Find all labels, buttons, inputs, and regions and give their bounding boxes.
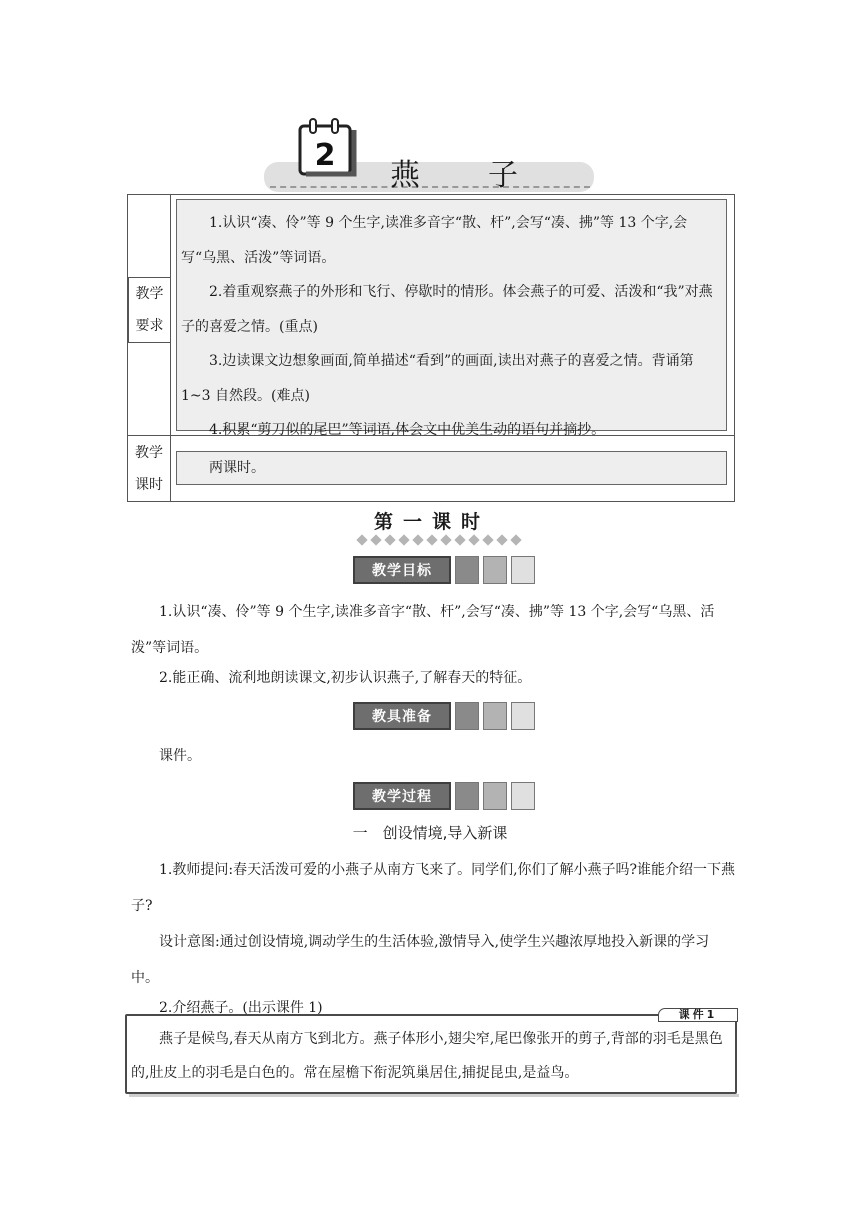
requirements-table — [127, 194, 735, 502]
requirement-item: 1.认识“凑、伶”等 9 个生字,读准多音字“散、杆”,会写“凑、拂”等 13 个字,会写“乌黑、活泼”等词语。 — [181, 215, 688, 266]
lesson-title — [390, 150, 524, 194]
hours-value: 两课时。 — [176, 451, 727, 485]
materials-text: 课件。 — [159, 748, 201, 764]
process-tag — [353, 782, 535, 810]
goals-tag — [353, 556, 535, 584]
step-title: 一 创设情境,导入新课 — [352, 824, 508, 842]
goal-item: 2.能正确、流利地朗读课文,初步认识燕子,了解春天的特征。 — [159, 670, 532, 686]
goal-item: 1.认识“凑、伶”等 9 个生字,读准多音字“散、杆”,会写“凑、拂”等 13 个字,会写“乌黑、活泼”等词语。 — [131, 604, 715, 656]
courseware-text: 燕子是候鸟,春天从南方飞到北方。燕子体形小,翅尖窄,尾巴像张开的剪子,背部的羽毛是黑色的,肚皮上的羽毛是白色的。常在屋檐下衔泥筑巢居住,捕捉昆虫,是益鸟。 — [131, 1031, 723, 1081]
courseware-tab: 课件1 — [658, 1008, 738, 1022]
section-title: 第一课时 — [374, 511, 491, 533]
materials-tag-label: 教具准备 — [353, 702, 451, 730]
materials-tag — [353, 702, 535, 730]
calendar-number-icon — [296, 116, 358, 180]
requirement-item: 2.着重观察燕子的外形和飞行、停歇时的情形。体会燕子的可爱、活泼和“我”对燕子的喜爱之情。(重点) — [181, 284, 713, 335]
lesson-title-char: 燕 — [390, 158, 426, 193]
section-header — [342, 503, 522, 547]
process-tag-label: 教学过程 — [353, 782, 451, 810]
requirements-header: 教学 要求 — [128, 277, 171, 343]
courseware-box — [125, 1014, 737, 1094]
process-paragraph: 设计意图:通过创设情境,调动学生的生活体验,激情导入,使学生兴趣浓厚地投入新课的学习中。 — [131, 934, 710, 986]
lesson-title-char: 子 — [488, 158, 524, 193]
process-paragraph: 2.介绍燕子。(出示课件 1) — [159, 1000, 323, 1016]
section-dots — [358, 536, 520, 544]
goals-tag-label: 教学目标 — [353, 556, 451, 584]
process-paragraph: 1.教师提问:春天活泼可爱的小燕子从南方飞来了。同学们,你们了解小燕子吗?谁能介绍一下燕子? — [131, 862, 736, 914]
requirement-item: 3.边读课文边想象画面,简单描述“看到”的画面,读出对燕子的喜爱之情。背诵第 1~3 自然段。(难点) — [181, 353, 694, 404]
lesson-title-banner — [264, 110, 594, 193]
requirement-item: 4.积累“剪刀似的尾巴”等词语,体会文中优美生动的语句并摘抄。 — [209, 422, 606, 438]
lesson-number: 2 — [314, 138, 336, 173]
hours-header: 教学 课时 — [135, 445, 163, 493]
requirements-list — [176, 199, 727, 438]
